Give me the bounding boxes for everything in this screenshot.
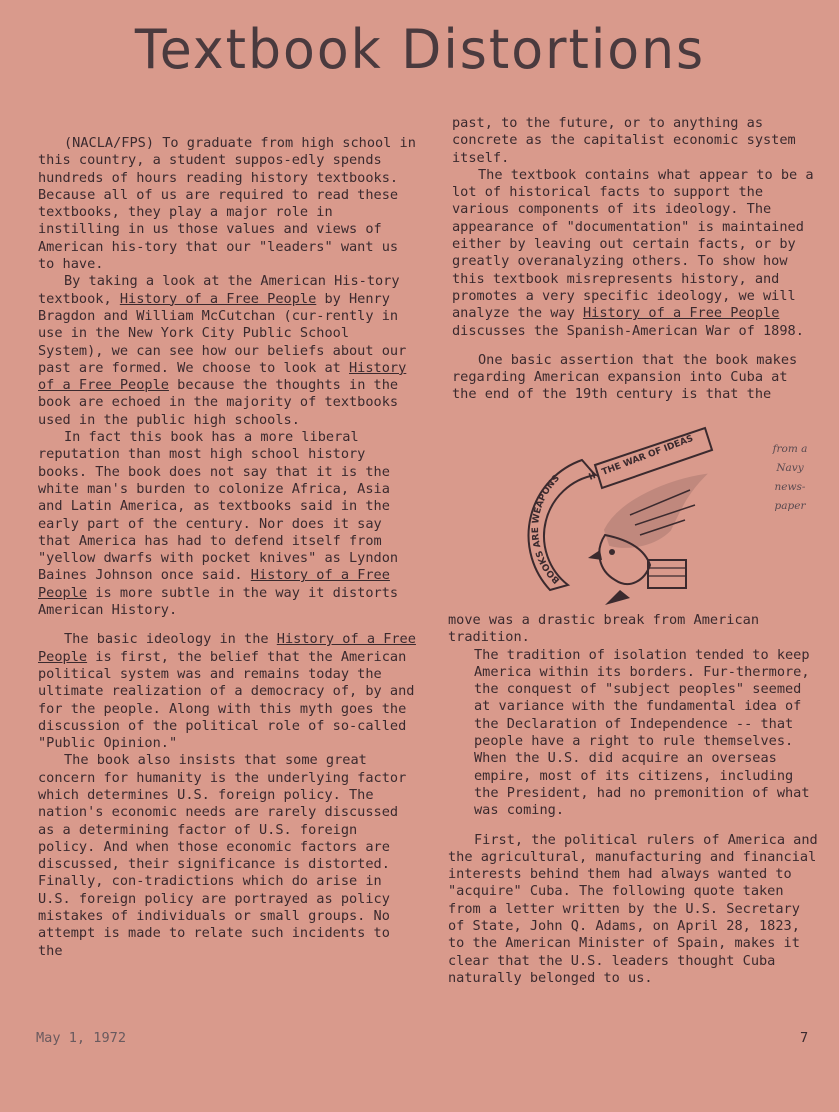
- page-title: Textbook Distortions: [134, 18, 706, 82]
- paragraph: past, to the future, or to anything as concrete as the capitalist economic system itself.: [452, 115, 796, 166]
- side-text: BOOKS ARE WEAPONS: [531, 473, 563, 586]
- book-title: History of a Free People: [38, 567, 390, 601]
- paragraph: By taking a look at the American His-tory textbook, History of a Free People by Henry Bragdon and William McCutchan (cur-rently in use in the New York City Public School System), we can see how our beliefs about our past are formed. We choose to look at History of a Free People because the thoughts in the book are echoed in the majority of textbooks used in the public high schools.: [38, 273, 407, 428]
- paragraph: move was a drastic break from American tradition.: [448, 612, 759, 646]
- book-title: History of a Free People: [38, 631, 416, 665]
- paragraph: The textbook contains what appear to be a lot of historical facts to support the various components of its ideology. The appearance of "documentation" is maintained either by leaving out certain facts, or by greatly overanalyzing others. To show how this textbook misrepresents history, and promotes a very specific ideology, we will analyze the way History of a Free People discusses the Spanish-American War of 1898.: [452, 166, 814, 339]
- right-column-bottom: [448, 612, 823, 987]
- page-number: 7: [800, 1030, 809, 1046]
- books-are-weapons-illustration: [520, 420, 720, 610]
- paragraph: One basic assertion that the book makes regarding American expansion into Cuba at the end of the 19th century is that the: [452, 351, 798, 403]
- paragraph: The basic ideology in the History of a Free People is first, the belief that the American political system was and remains today the ultimate realization of a democracy of, by and for the people. Along with this myth goes the discussion of the political role of so-called "Public Opinion.": [38, 631, 416, 752]
- paragraph: First, the political rulers of America and the agricultural, manufacturing and financial interests behind them had always wanted to "acquire" Cuba. The following quote taken from a letter written by the U.S. Secretary of State, John Q. Adams, on April 28, 1823, to the American Minister of Spain, makes it clear that the U.S. leaders thought Cuba naturally belonged to us.: [448, 831, 818, 986]
- paragraph: In fact this book has a more liberal reputation than most high school history books. The book does not say that it is the white man's burden to colonize Africa, Asia and Latin America, as textbooks said in the early part of the century. Nor does it say that America has had to defend itself from "yellow dwarfs with pocket knives" as Lyndon Baines Johnson once said. History of a Free People is more subtle in the way it distorts American History.: [38, 429, 399, 619]
- paragraph: (NACLA/FPS) To graduate from high school in this country, a student suppos-edly spends hundreds of hours reading history textbooks. Because all of us are required to read these textbooks, they play a major role in instilling in us those values and views of American his-tory that our "leaders" want us to have.: [38, 135, 416, 273]
- banner-text: IN THE WAR OF IDEAS: [587, 433, 695, 483]
- handwritten-note: from a Navy news-paper: [772, 443, 808, 512]
- left-column: [38, 135, 418, 960]
- book-title: History of a Free People: [119, 290, 317, 307]
- right-column-top: [452, 115, 817, 404]
- book-title: History of a Free People: [38, 359, 407, 394]
- paragraph: The book also insists that some great concern for humanity is the underlying factor which determines U.S. foreign policy. The nation's economic needs are rarely discussed as a determining factor of U.S. foreign policy. And when those economic factors are discussed, their significance is distorted. Finally, con-tradictions which do arise in U.S. foreign policy are portrayed as policy mistakes of individuals or small groups. No attempt is made to relate such incidents to the: [38, 752, 407, 959]
- issue-date: May 1, 1972: [36, 1030, 127, 1046]
- block-quote: The tradition of isolation tended to keep America within its borders. Fur-thermore, the conquest of "subject peoples" seemed at variance with the fundamental idea of the Declaration of Independence -- that people have a right to rule themselves. When the U.S. did acquire an overseas empire, most of its citizens, including the President, had no premonition of what was coming.: [474, 646, 810, 819]
- book-title: History of a Free People: [582, 305, 780, 322]
